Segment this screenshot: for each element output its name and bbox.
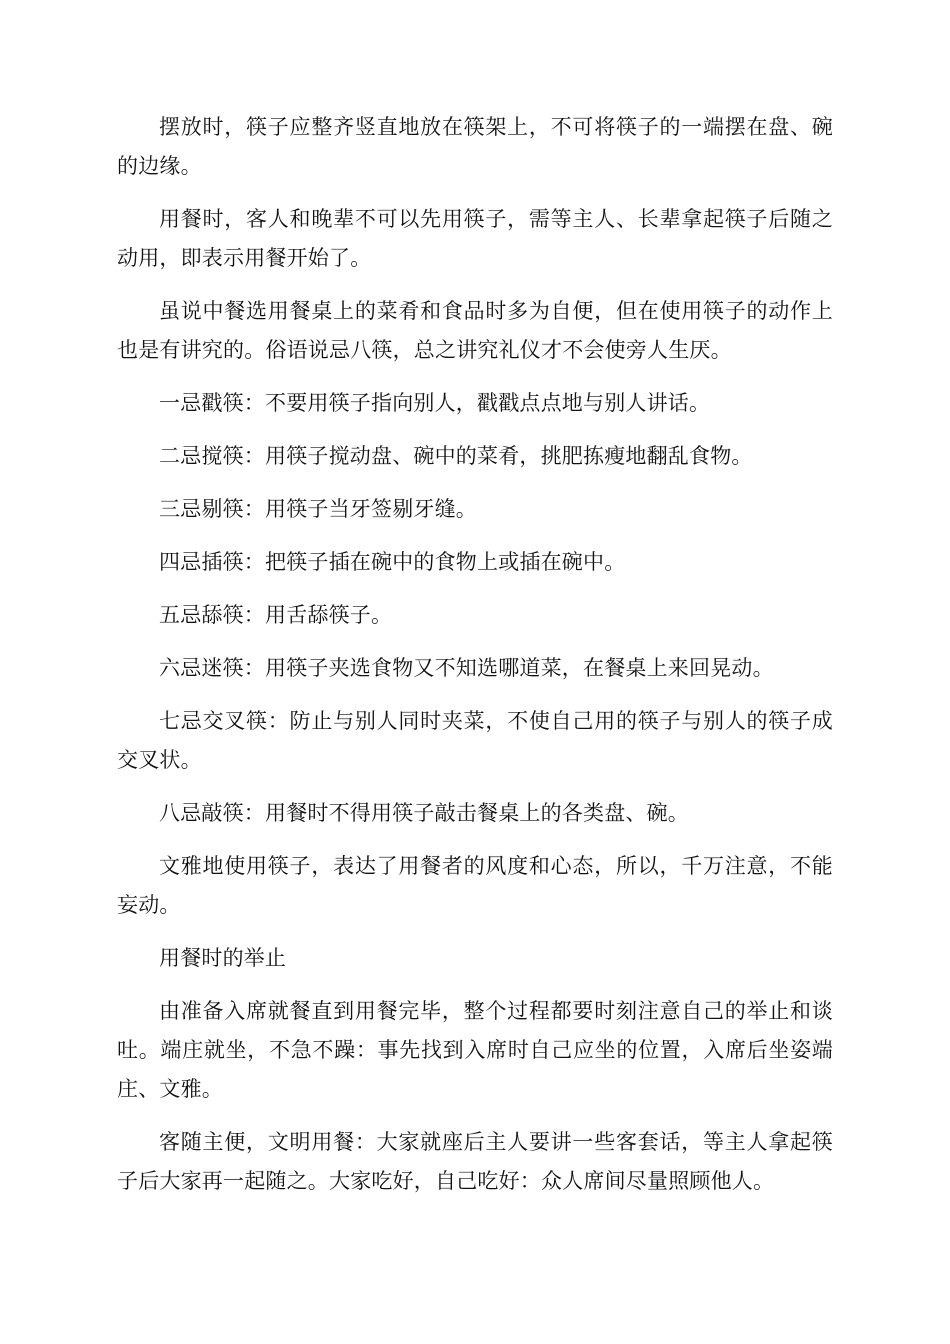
paragraph-eight-taboos-intro: 虽说中餐选用餐桌上的菜肴和食品时多为自便，但在使用筷子的动作上也是有讲究的。俗语说忌八筷，总之讲究礼仪才不会使旁人生厌。 bbox=[117, 299, 833, 362]
paragraph-taboo-3: 三忌剔筷：用筷子当牙签剔牙缝。 bbox=[159, 497, 477, 521]
paragraph-chopstick-timing: 用餐时，客人和晚辈不可以先用筷子，需等主人、长辈拿起筷子后随之动用，即表示用餐开始了。 bbox=[117, 207, 833, 270]
paragraph-taboo-1: 一忌戳筷：不要用筷子指向别人，戳戳点点地与别人讲话。 bbox=[159, 391, 711, 415]
paragraph-taboo-2: 二忌搅筷：用筷子搅动盘、碗中的菜肴，挑肥拣瘦地翻乱食物。 bbox=[159, 444, 753, 468]
paragraph-taboo-7: 七忌交叉筷：防止与别人同时夹菜，不使自己用的筷子与别人的筷子成交叉状。 bbox=[117, 709, 833, 772]
paragraph-taboo-6: 六忌迷筷：用筷子夹选食物又不知选哪道菜，在餐桌上来回晃动。 bbox=[159, 656, 774, 680]
paragraph-taboo-5: 五忌舔筷：用舌舔筷子。 bbox=[159, 603, 393, 627]
paragraph-dining-manners-1: 由准备入席就餐直到用餐完毕，整个过程都要时刻注意自己的举止和谈吐。端庄就坐，不急不躁：事先找到入席时自己应坐的位置，入席后坐姿端庄、文雅。 bbox=[117, 999, 833, 1101]
section-heading-dining-manners: 用餐时的举止 bbox=[159, 946, 287, 970]
paragraph-chopstick-placement: 摆放时，筷子应整齐竖直地放在筷架上，不可将筷子的一端摆在盘、碗的边缘。 bbox=[117, 115, 833, 178]
paragraph-dining-manners-2: 客随主便，文明用餐：大家就座后主人要讲一些客套话，等主人拿起筷子后大家再一起随之。大家吃好，自己吃好：众人席间尽量照顾他人。 bbox=[117, 1130, 833, 1193]
paragraph-chopstick-summary: 文雅地使用筷子，表达了用餐者的风度和心态，所以，千万注意，不能妄动。 bbox=[117, 854, 833, 917]
paragraph-taboo-4: 四忌插筷：把筷子插在碗中的食物上或插在碗中。 bbox=[159, 550, 626, 574]
paragraph-taboo-8: 八忌敲筷：用餐时不得用筷子敲击餐桌上的各类盘、碗。 bbox=[159, 801, 689, 825]
